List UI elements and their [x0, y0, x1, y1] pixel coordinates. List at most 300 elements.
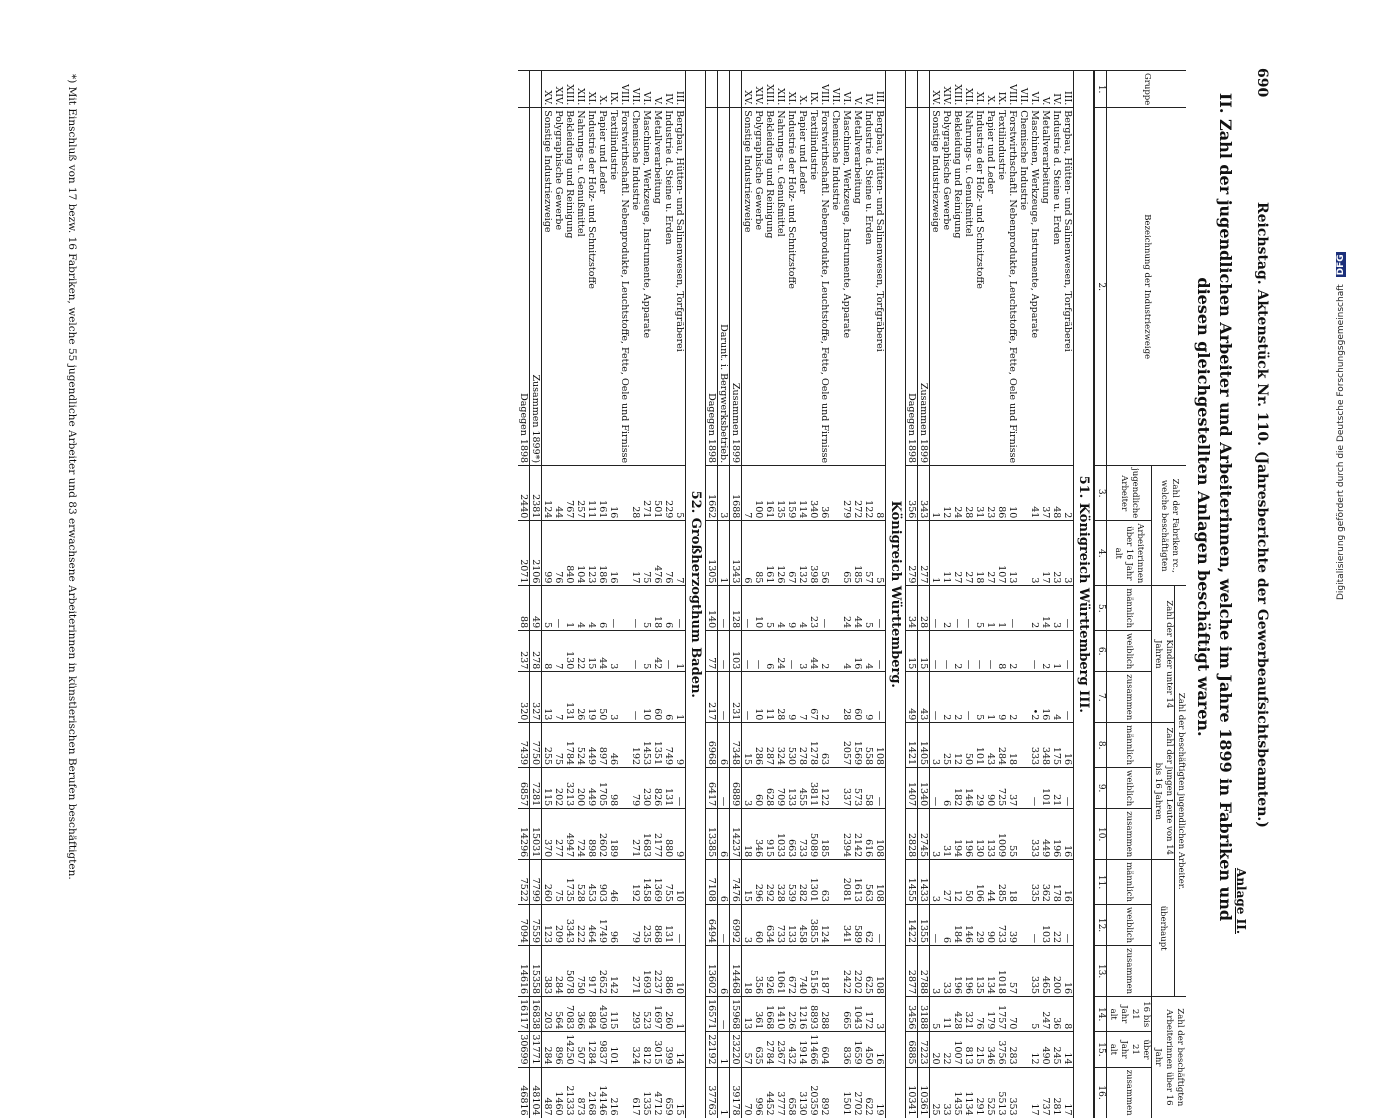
value-cell: 476 — [652, 521, 663, 586]
value-cell: 9 — [863, 672, 874, 723]
value-cell: 328 — [775, 860, 786, 905]
value-cell: 10 — [674, 946, 686, 997]
industry-name: Metallverarbeitung — [1040, 108, 1051, 466]
value-cell: 1 — [930, 521, 942, 586]
previous-year-row — [906, 71, 918, 1118]
value-cell: 5 — [930, 997, 942, 1032]
value-cell: 103 — [730, 631, 742, 672]
value-cell: 131 — [663, 904, 674, 945]
value-cell: 1 — [718, 1032, 730, 1067]
value-cell: 70 — [1007, 997, 1018, 1032]
value-cell: 1749 — [597, 904, 608, 945]
value-cell: — — [742, 586, 754, 631]
value-cell: 383 — [542, 946, 554, 997]
value-cell: 362 — [1040, 860, 1051, 905]
value-cell: 17 — [1029, 1067, 1040, 1118]
value-cell: — — [663, 631, 674, 672]
value-cell: — — [674, 768, 686, 809]
dfg-logo: DFG — [1336, 254, 1346, 276]
value-cell: 2237 — [652, 946, 663, 997]
table-row — [786, 71, 797, 1118]
value-cell — [830, 860, 841, 905]
value-cell: 1 — [985, 672, 996, 723]
value-cell: 58 — [863, 768, 874, 809]
value-cell — [1018, 723, 1029, 768]
table-row — [608, 71, 619, 1118]
column-number: 13. — [1094, 946, 1107, 997]
value-cell: 767 — [564, 466, 575, 521]
value-cell: 9 — [674, 809, 686, 860]
value-cell — [830, 723, 841, 768]
value-cell — [1018, 672, 1029, 723]
value-cell: 501 — [652, 466, 663, 521]
digitization-text: Digitalisierung gefördert durch die Deutsche Forschungsgemeinschaft — [1336, 284, 1346, 600]
value-cell: 449 — [586, 768, 597, 809]
value-cell: — — [874, 672, 886, 723]
col-arbeiterinnen: Zahl der beschäftigten Arbeiterinnen über 16 Jahr — [1152, 997, 1187, 1118]
value-cell: 343 — [918, 466, 930, 521]
value-cell: 812 — [641, 1032, 652, 1067]
value-cell: 1697 — [652, 997, 663, 1032]
value-cell: 321 — [963, 997, 974, 1032]
value-cell: •2 — [1029, 672, 1040, 723]
value-cell: 1061 — [775, 946, 786, 997]
value-cell — [1018, 1032, 1029, 1067]
value-cell: 1134 — [963, 1067, 974, 1118]
value-cell: 132 — [797, 521, 808, 586]
value-cell: 16838 — [530, 997, 542, 1032]
column-number: 9. — [1094, 768, 1107, 809]
value-cell: 131 — [564, 672, 575, 723]
value-cell: 333 — [1029, 809, 1040, 860]
value-cell: 7348 — [730, 723, 742, 768]
value-cell: 50 — [963, 723, 974, 768]
value-cell: 39 — [1007, 904, 1018, 945]
value-cell: 172 — [863, 997, 874, 1032]
value-cell: 896 — [553, 1032, 564, 1067]
value-cell: 108 — [874, 809, 886, 860]
value-cell: 11 — [764, 672, 775, 723]
value-cell: 33 — [941, 946, 952, 997]
value-cell: 48104 — [530, 1067, 542, 1118]
value-cell: 28 — [775, 672, 786, 723]
value-cell: 2142 — [852, 809, 863, 860]
group-number — [530, 71, 542, 108]
value-cell: 23 — [808, 586, 819, 631]
value-cell: 3756 — [996, 1032, 1007, 1067]
value-cell: — — [1062, 672, 1074, 723]
value-cell: 21333 — [564, 1067, 575, 1118]
group-number: VI. — [641, 71, 652, 108]
group-number: VII. — [830, 71, 841, 108]
value-cell: 23220 — [730, 1032, 742, 1067]
value-cell: — — [1062, 631, 1074, 672]
value-cell: 1460 — [553, 1067, 564, 1118]
value-cell: 13 — [542, 672, 554, 723]
value-cell: 320 — [518, 672, 530, 723]
value-cell — [619, 768, 630, 809]
value-cell: 202 — [553, 768, 564, 809]
value-cell: 7 — [553, 672, 564, 723]
value-cell: 6 — [941, 904, 952, 945]
value-cell: 278 — [797, 723, 808, 768]
value-cell: 12 — [941, 466, 952, 521]
value-cell: 2 — [941, 672, 952, 723]
industry-name: Darunt. i. Bergwerksbetrieb. — [718, 108, 730, 466]
value-cell: 101 — [1040, 768, 1051, 809]
value-cell: 903 — [597, 860, 608, 905]
value-cell: 733 — [996, 904, 1007, 945]
value-cell: 465 — [1040, 946, 1051, 997]
industry-name: Forstwirthschaftl. Nebenprodukte, Leuchtstoffe, Fette, Oele und Firnisse — [1007, 108, 1018, 466]
table-row — [841, 71, 852, 1118]
value-cell: 279 — [841, 466, 852, 521]
industry-name: Sonstige Industriezweige — [930, 108, 942, 466]
value-cell — [830, 466, 841, 521]
col-k-z: zusammen — [1107, 672, 1152, 723]
value-cell: 271 — [630, 809, 641, 860]
value-cell: 324 — [775, 723, 786, 768]
value-cell: 589 — [852, 904, 863, 945]
value-cell: 16 — [608, 466, 619, 521]
value-cell: 324 — [630, 1032, 641, 1067]
value-cell: 16 — [1062, 723, 1074, 768]
value-cell: 9 — [786, 672, 797, 723]
value-cell: 1407 — [906, 768, 918, 809]
value-cell — [830, 631, 841, 672]
value-cell — [1018, 904, 1029, 945]
value-cell: 7 — [674, 521, 686, 586]
value-cell: 76 — [974, 997, 985, 1032]
group-number: VIII. — [819, 71, 830, 108]
value-cell: 2 — [1062, 466, 1074, 521]
group-number — [706, 71, 718, 108]
value-cell: — — [1029, 768, 1040, 809]
value-cell — [1018, 466, 1029, 521]
group-number: X. — [985, 71, 996, 108]
value-cell: 1369 — [652, 860, 663, 905]
value-cell: 840 — [564, 521, 575, 586]
value-cell: 108 — [874, 946, 886, 997]
value-cell: 115 — [608, 997, 619, 1032]
value-cell: 353 — [1007, 1067, 1018, 1118]
value-cell: 3130 — [797, 1067, 808, 1118]
value-cell: — — [718, 768, 730, 809]
col-a16: 16 bis 21 Jahr alt — [1107, 997, 1152, 1032]
value-cell: 3456 — [906, 997, 918, 1032]
value-cell: 142 — [608, 946, 619, 997]
value-cell: 100 — [753, 466, 764, 521]
value-cell: — — [874, 904, 886, 945]
value-cell: — — [941, 631, 952, 672]
value-cell: 15 — [742, 860, 754, 905]
value-cell — [619, 466, 630, 521]
value-cell: 67 — [786, 521, 797, 586]
value-cell: 18 — [742, 809, 754, 860]
group-number: XIV. — [753, 71, 764, 108]
industry-name: Polygraphische Gewerbe — [941, 108, 952, 466]
value-cell: 340 — [808, 466, 819, 521]
value-cell: 4 — [586, 586, 597, 631]
table-row — [663, 71, 674, 1118]
value-cell — [619, 631, 630, 672]
value-cell: 286 — [753, 723, 764, 768]
value-cell: 3 — [1029, 521, 1040, 586]
value-cell: 733 — [797, 809, 808, 860]
value-cell — [1018, 1067, 1029, 1118]
column-number: 8. — [1094, 723, 1107, 768]
value-cell: 128 — [730, 586, 742, 631]
value-cell: 892 — [819, 1067, 830, 1118]
value-cell: 178 — [1051, 860, 1062, 905]
value-cell: 1301 — [808, 860, 819, 905]
value-cell: 14146 — [597, 1067, 608, 1118]
value-cell: 880 — [663, 809, 674, 860]
table-row — [742, 71, 754, 1118]
value-cell: 15 — [918, 631, 930, 672]
value-cell: 36 — [819, 466, 830, 521]
value-cell: 14 — [674, 1032, 686, 1067]
value-cell: — — [930, 672, 942, 723]
value-cell: 2 — [1007, 631, 1018, 672]
value-cell: 1693 — [641, 946, 652, 997]
value-cell: 230 — [641, 768, 652, 809]
value-cell: 659 — [663, 1067, 674, 1118]
value-cell: 487 — [542, 1067, 554, 1118]
group-number: IX. — [608, 71, 619, 108]
subset-row — [718, 71, 730, 1118]
value-cell: 361 — [753, 997, 764, 1032]
table-row — [985, 71, 996, 1118]
value-cell: — — [718, 631, 730, 672]
group-number: VIII. — [619, 71, 630, 108]
value-cell: 1735 — [564, 860, 575, 905]
col-jugend-group: Zahl der beschäftigten jugendlichen Arbeiter. — [1175, 586, 1187, 997]
value-cell: 563 — [863, 860, 874, 905]
value-cell: 33 — [941, 1067, 952, 1118]
value-cell: 3 — [797, 631, 808, 672]
column-number: 2. — [1094, 108, 1107, 466]
value-cell: 16 — [608, 521, 619, 586]
value-cell: 20359 — [808, 1067, 819, 1118]
value-cell: 2602 — [597, 809, 608, 860]
table-row — [1029, 71, 1040, 1118]
value-cell: 1688 — [730, 466, 742, 521]
value-cell: 29 — [974, 904, 985, 945]
value-cell: 2367 — [775, 1032, 786, 1067]
value-cell: 3 — [930, 860, 942, 905]
value-cell: 490 — [1040, 1032, 1051, 1067]
value-cell: 9837 — [597, 1032, 608, 1067]
value-cell: 616 — [863, 809, 874, 860]
value-cell: 12 — [952, 723, 963, 768]
value-cell: 16571 — [706, 997, 718, 1032]
industry-name: Zusammen 1899 — [918, 108, 930, 466]
value-cell: 133 — [786, 768, 797, 809]
value-cell — [619, 723, 630, 768]
value-cell: 464 — [586, 904, 597, 945]
value-cell: 122 — [819, 768, 830, 809]
value-cell: — — [963, 672, 974, 723]
value-cell: 130 — [564, 631, 575, 672]
value-cell: 507 — [575, 1032, 586, 1067]
value-cell: 7799 — [530, 860, 542, 905]
industry-name: Textilindustrie — [808, 108, 819, 466]
value-cell — [830, 521, 841, 586]
value-cell: — — [1029, 631, 1040, 672]
table-row — [630, 71, 641, 1118]
value-cell: 101 — [608, 1032, 619, 1067]
industry-name: Textilindustrie — [608, 108, 619, 466]
value-cell: 7108 — [706, 860, 718, 905]
value-cell: — — [753, 631, 764, 672]
value-cell: — — [1062, 768, 1074, 809]
group-number: VI. — [1029, 71, 1040, 108]
page-number: 690 — [1254, 68, 1270, 98]
value-cell: 101 — [974, 723, 985, 768]
value-cell: 2 — [819, 672, 830, 723]
group-number: XIV. — [941, 71, 952, 108]
value-cell: 1007 — [952, 1032, 963, 1067]
table-row — [930, 71, 942, 1118]
value-cell: 5 — [641, 586, 652, 631]
previous-year-row — [518, 71, 530, 1118]
value-cell: 114 — [797, 466, 808, 521]
value-cell: 6 — [718, 723, 730, 768]
value-cell: 2168 — [586, 1067, 597, 1118]
value-cell: 16 — [1062, 946, 1074, 997]
group-number — [918, 71, 930, 108]
value-cell: 868 — [652, 904, 663, 945]
value-cell: 5078 — [564, 946, 575, 997]
industry-name: Papier und Leder — [985, 108, 996, 466]
value-cell: 75 — [553, 723, 564, 768]
value-cell: 7559 — [530, 904, 542, 945]
value-cell: — — [874, 631, 886, 672]
industry-name: Chemische Industrie — [1018, 108, 1029, 466]
value-cell: 62 — [863, 904, 874, 945]
group-number: IV. — [663, 71, 674, 108]
col-u-m: männlich — [1107, 860, 1152, 905]
value-cell: 3 — [874, 997, 886, 1032]
value-cell: 604 — [819, 1032, 830, 1067]
value-cell: 196 — [963, 946, 974, 997]
statistics-table — [518, 70, 1186, 1118]
value-cell: 26 — [575, 672, 586, 723]
group-number: IV. — [1051, 71, 1062, 108]
value-cell: 1343 — [730, 521, 742, 586]
industry-name: Maschinen, Werkzeuge, Instrumente, Apparate — [1029, 108, 1040, 466]
industry-name: Polygraphische Gewerbe — [753, 108, 764, 466]
value-cell: 57 — [1007, 946, 1018, 997]
value-cell: 7083 — [564, 997, 575, 1032]
column-number: 16. — [1094, 1067, 1107, 1118]
value-cell: 104 — [575, 521, 586, 586]
value-cell: 70 — [742, 1067, 754, 1118]
value-cell: 1 — [674, 672, 686, 723]
value-cell: 6 — [941, 768, 952, 809]
value-cell: 186 — [597, 521, 608, 586]
value-cell: 41 — [1029, 466, 1040, 521]
value-cell: 3 — [930, 723, 942, 768]
group-number: VI. — [841, 71, 852, 108]
appendix-label: Anlage II. — [1234, 868, 1248, 934]
value-cell: 6 — [742, 521, 754, 586]
value-cell: 31 — [941, 809, 952, 860]
value-cell: 43 — [918, 672, 930, 723]
value-cell: 2071 — [518, 521, 530, 586]
value-cell: 18 — [652, 586, 663, 631]
value-cell: — — [874, 768, 886, 809]
col-j-w: weiblich — [1107, 768, 1152, 809]
value-cell: 2 — [819, 631, 830, 672]
table-row — [652, 71, 663, 1118]
value-cell: 5156 — [808, 946, 819, 997]
value-cell — [830, 1067, 841, 1118]
value-cell: 2745 — [918, 809, 930, 860]
industry-name: Metallverarbeitung — [652, 108, 663, 466]
value-cell: 39178 — [730, 1067, 742, 1118]
value-cell: 749 — [663, 723, 674, 768]
section-heading: 52. Großherzogthum Baden. — [686, 71, 706, 1118]
group-number: IV. — [863, 71, 874, 108]
value-cell: 4 — [775, 586, 786, 631]
value-cell: 14616 — [518, 946, 530, 997]
industry-name: Bekleidung und Reinigung — [564, 108, 575, 466]
running-header — [1248, 62, 1270, 942]
value-cell: 1 — [674, 997, 686, 1032]
value-cell: 85 — [753, 521, 764, 586]
value-cell — [830, 946, 841, 997]
value-cell: 10 — [753, 672, 764, 723]
value-cell: 196 — [963, 809, 974, 860]
value-cell: 133 — [786, 904, 797, 945]
industry-name: Chemische Industrie — [830, 108, 841, 466]
value-cell: 4 — [1051, 672, 1062, 723]
value-cell: 14237 — [730, 809, 742, 860]
value-cell: 46 — [608, 723, 619, 768]
value-cell: 886 — [663, 946, 674, 997]
value-cell: 245 — [1051, 1032, 1062, 1067]
value-cell: 455 — [797, 768, 808, 809]
value-cell: 159 — [786, 466, 797, 521]
value-cell: 4 — [863, 631, 874, 672]
value-cell: 10 — [674, 860, 686, 905]
value-cell: 285 — [996, 860, 1007, 905]
value-cell: 296 — [753, 860, 764, 905]
value-cell: 2057 — [841, 723, 852, 768]
value-cell: — — [718, 904, 730, 945]
value-cell: 663 — [786, 809, 797, 860]
footnote: *) Mit Einschluß von 17 bezw. 16 Fabriken, welche 55 jugendliche Arbeiter und 83 erwachsene Arbeiterinnen in künstlerischen Berufen beschäftigten. — [66, 74, 78, 880]
value-cell: 255 — [542, 723, 554, 768]
value-cell: 293 — [630, 997, 641, 1032]
value-cell: 1705 — [597, 768, 608, 809]
value-cell: 10361 — [918, 1067, 930, 1118]
value-cell: 184 — [952, 904, 963, 945]
value-cell: 1405 — [918, 723, 930, 768]
value-cell — [830, 672, 841, 723]
value-cell: 2 — [952, 631, 963, 672]
value-cell — [1018, 860, 1029, 905]
col-arbeiterinnen-16: Arbeiterinnen über 16 Jahr alt — [1107, 521, 1152, 586]
value-cell: 36 — [1051, 997, 1062, 1032]
value-cell: 8 — [1062, 997, 1074, 1032]
value-cell: 528 — [575, 860, 586, 905]
col-k-m: männlich — [1107, 586, 1152, 631]
col-a21: über 21 Jahr alt — [1107, 1032, 1152, 1067]
value-cell: 1216 — [797, 997, 808, 1032]
